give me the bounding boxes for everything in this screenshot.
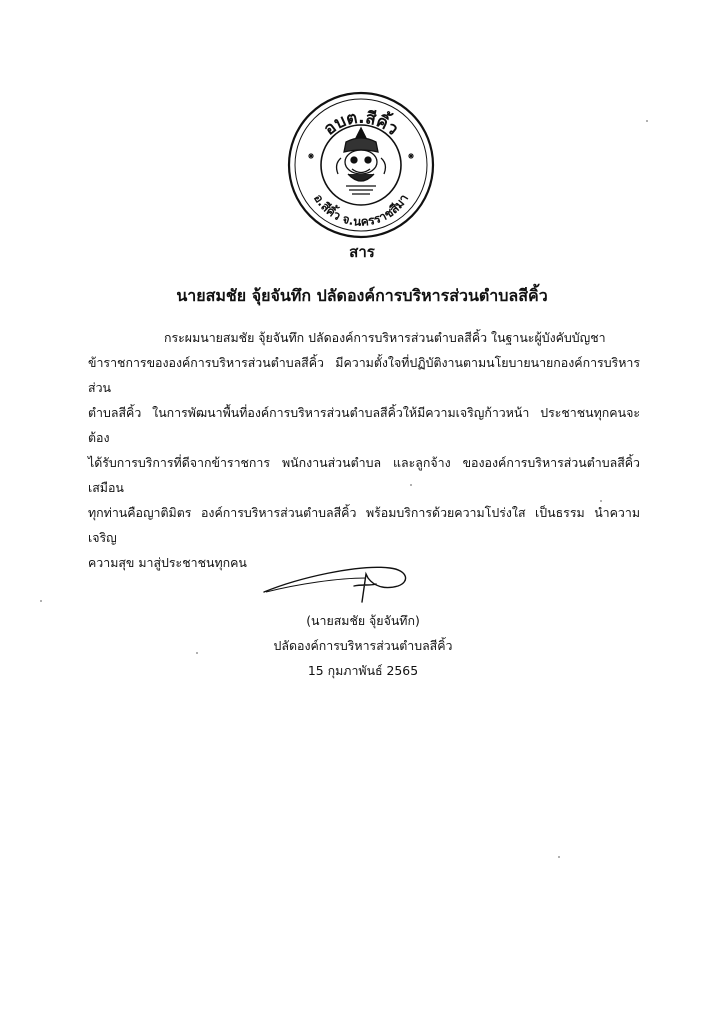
document-subtitle: นายสมชัย จุ้ยจันทึก ปลัดองค์การบริหารส่วนตำบลสีคิ้ว (176, 286, 548, 305)
scan-speck (558, 856, 560, 858)
body-line: ความสุข มาสู่ประชาชนทุกคน (88, 555, 247, 570)
scan-speck (196, 652, 198, 654)
seal-star-icon (308, 153, 414, 159)
seal-bottom-text: อ.สีคิ้ว จ.นครราชสีมา (310, 191, 412, 229)
body-line: ทุกท่านคือญาติมิตร องค์การบริหารส่วนตำบลสีคิ้ว พร้อมบริการด้วยความโปร่งใส เป็นธรรม นำความเจริญ (88, 505, 640, 545)
signature-block (238, 608, 488, 683)
svg-text:อ.สีคิ้ว จ.นครราชสีมา (311, 192, 411, 229)
scan-speck (410, 484, 412, 486)
message-body (88, 325, 640, 575)
signatory-position: ปลัดองค์การบริหารส่วนตำบลสีคิ้ว (273, 638, 453, 653)
body-line: กระผมนายสมชัย จุ้ยจันทึก ปลัดองค์การบริหารส่วนตำบลสีคิ้ว ในฐานะผู้บังคับบัญชา (164, 330, 606, 345)
organization-seal-emblem (286, 90, 436, 240)
body-line: ได้รับการบริการที่ดีจากข้าราชการ พนักงานส่วนตำบล และลูกจ้าง ขององค์การบริหารส่วนตำบลสีคิ้วเสมือน (88, 455, 640, 495)
body-line: ข้าราชการขององค์การบริหารส่วนตำบลสีคิ้ว มีความตั้งใจที่ปฏิบัติงานตามนโยบายนายกองค์การบริหารส่วน (88, 355, 640, 395)
signature-date: 15 กุมภาพันธ์ 2565 (307, 663, 419, 678)
guardian-figure-icon (337, 128, 386, 194)
document-title: สาร (349, 243, 375, 261)
scan-speck (646, 120, 648, 122)
seal-top-text: อบต.สีคิ้ว (320, 107, 403, 140)
body-line: ตำบลสีคิ้ว ในการพัฒนาพื้นที่องค์การบริหารส่วนตำบลสีคิ้วให้มีความเจริญก้าวหน้า ประชาชนทุกคนจะต้อง (88, 405, 640, 445)
scan-speck (600, 500, 602, 502)
signatory-name: (นายสมชัย จุ้ยจันทึก) (306, 613, 420, 628)
scan-speck (40, 600, 42, 602)
